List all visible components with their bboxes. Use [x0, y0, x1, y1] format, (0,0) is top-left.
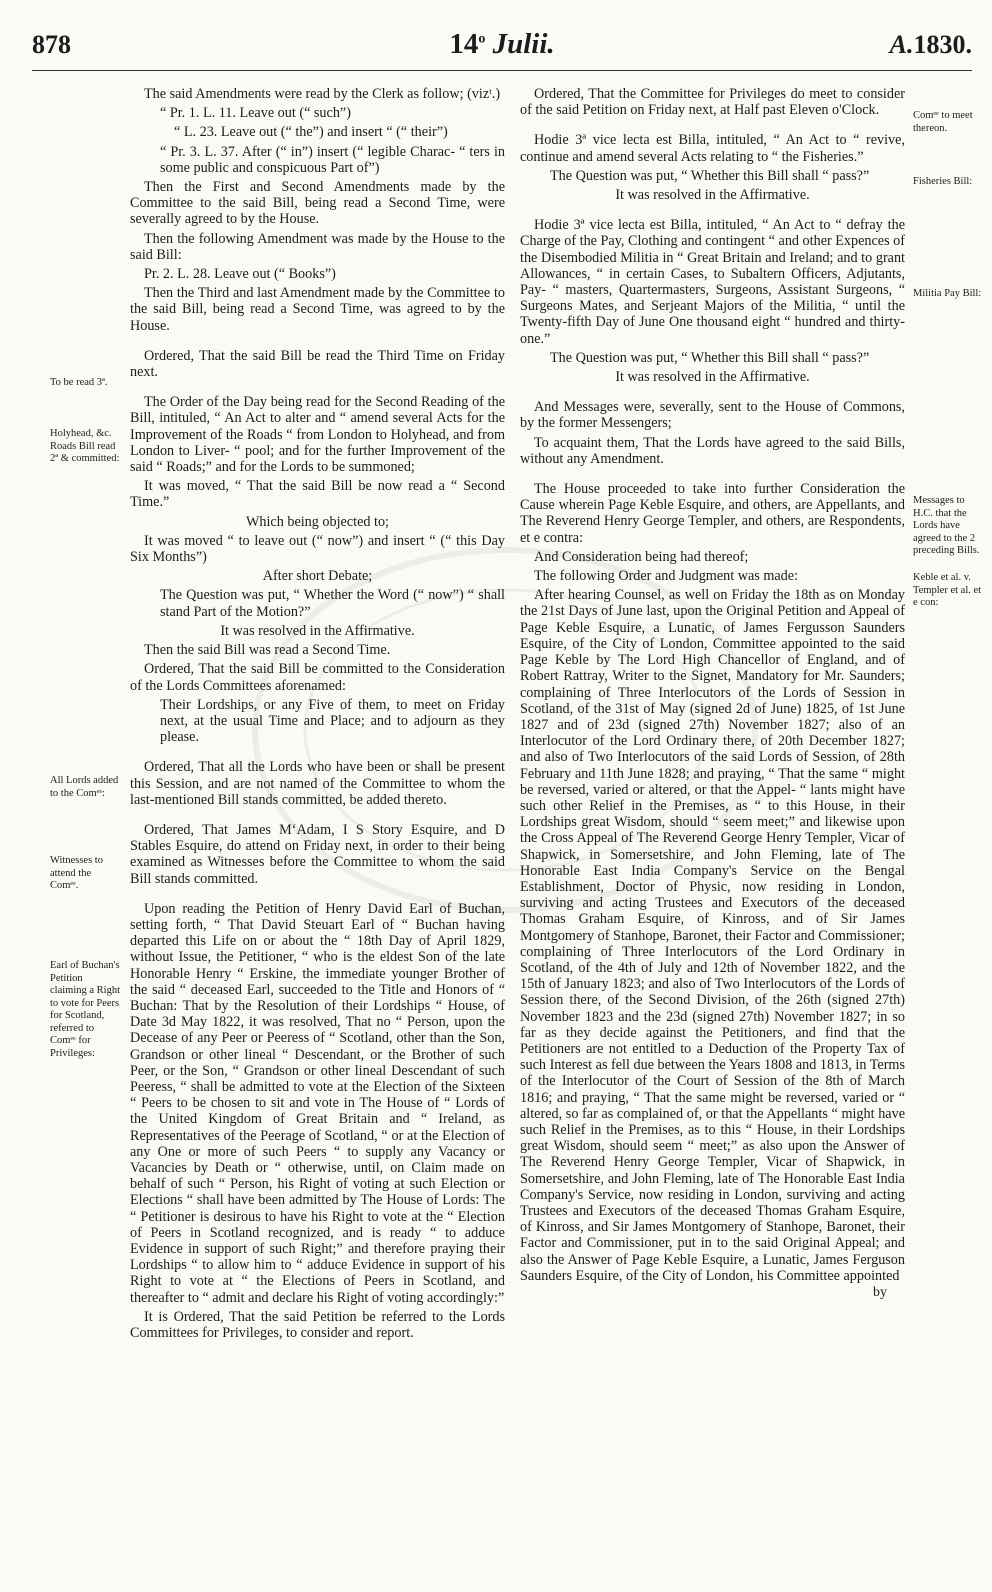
paragraph: It was moved, “ That the said Bill be now read a “ Second Time.” [130, 478, 505, 511]
margin-note: Fisheries Bill: [913, 176, 973, 187]
paragraph: The Order of the Day being read for the Second Reading of the Bill, intituled, “ An Act to alter and “ amend several Acts for the Improvement of the Roads “ from London to Holyhead, and from London to Liver- “ pool; and for the further Improvement of the said “ Roads;” and for the Lords to be summoned; [130, 394, 505, 476]
order-paragraph: Ordered, That James M‘Adam, I S Story Esquire, and D Stables Esquire, do attend on Friday next, in order to their being examined as Witnesses before the Committee to whom the said Bill stands committed. [130, 821, 505, 887]
paragraph: It was moved “ to leave out (“ now”) and insert “ (“ this Day Six Months”) [130, 532, 505, 566]
page-header [32, 20, 972, 60]
header-year-letter: A. [889, 30, 914, 59]
margin-note: All Lords added to the Comᵉᵉ: [50, 775, 119, 799]
amendment-line: “ L. 23. Leave out (“ the”) and insert “ (“ their”) [174, 124, 448, 141]
paragraph: And Consideration being had thereof; [534, 548, 749, 565]
paragraph: Then the following Amendment was made by the House to the said Bill: [130, 230, 505, 263]
header-rule [32, 70, 972, 71]
amendment-line: “ Pr. 1. L. 11. Leave out (“ such”) [160, 105, 351, 122]
amendment-line: Pr. 2. L. 28. Leave out (“ Books”) [144, 266, 336, 283]
order-paragraph: Ordered, That the said Bill be committed to the Consideration of the Lords Committees aforenamed: [130, 661, 505, 694]
judgment-paragraph: After hearing Counsel, as well on Friday the 18th as on Monday the 21st Days of June last, upon the Original Petition and Appeal of Page Keble Esquire, a Lunatic, of James Fergusson Saunders Esquire, of the City of London, Committee appointed to the said Page Keble by The Lord High Chancellor of England, and of Robert Rattray, Writer to the Signet, Mandatory for Mr. Saunders; complaining of Three Interlocutors of the Lords of Session in Scotland, of the 31st of May (signed 2d of June) 1825, of 1st June 1827 and of 23d (signed 27th) November 1827; also of an Interlocutor of the Lord Ordinary there, of 20th December 1827; and also of Two Interlocutors of the said Lords of Session, of 28th February and 11th June 1828; and praying, “ That the same “ might be reversed, varied or altered, or that the Appel- “ lants might have such other Relief in the Premises, as “ to this House, in their Lordships great Wisdom, should “ seem meet;” and likewise upon the Cross Appeal of The Reverend George Henry Templer, Vicar of Shapwick, in Somersetshire, and John Fleming, late of The Honorable East India Company's Service on the Bengal Establishment, Doctor of Physic, now residing in London, surviving and acting Trustees and Executors of the deceased Thomas Graham Esquire, of Kinross, and of Sir James Montgomery of Stanhope, Baronet, their Factor and Commissioner; complaining of Three Interlocutors of the Lord Ordinary in Scotland, of the 4th of July and 12th of November 1822, and the 15th of January 1823; and also of Two Interlocutors of the Lords of Session there, of the Second Division, of the 26th (signed 27th) November 1823 and the 23d (signed 27th) November 1827; in so far as they decide against the Petitioners, and find that the Petitioners are not entitled to a Deduction of the Property Tax of such Interest as fell due between the Years 1808 and 1813, in Terms of the Interlocutor of the Court of Session of the 8th of March 1816; and praying, “ That the same might be reversed, varied or “ altered, so far as complained of, or that the Appellants “ might have such Relief in the Premises, as to this “ House, in their Lordships great Wisdom, should seem “ meet;” as also upon the Answer of The Reverend Henry George Templer, Vicar of Shapwick, in Somersetshire, and John Fleming, late of The Honorable East India Company's Service, now residing in London, surviving and acting Trustees and Executors of the deceased Thomas Graham Esquire, of Kinross, and Sir James Montgomery of Stanhope, Baronet, their Factor and Commissioner, put in to the said Original Appeal; and also the Answer of Page Keble Esquire, a Lunatic, James Ferguson Saunders Esquire, of the City of London, his Committee appointed [520, 587, 905, 1284]
paragraph: Then the Third and last Amendment made by the Committee to the said Bill, being read a Second Time, was agreed to by the House. [130, 285, 505, 334]
header-month: Julii. [492, 28, 555, 60]
header-date [32, 28, 972, 61]
margin-note: Holyhead, &c. Roads Bill read 2ª & committed: [50, 428, 120, 464]
bill-paragraph: Hodie 3ª vice lecta est Billa, intituled, “ An Act to “ defray the Charge of the Pay, Clothing and contingent “ and other Expences of the Disembodied Militia in “ Great Britain and Ireland; and to grant Allowances, “ in certain Cases, to Subaltern Officers, Adjutants, Pay- “ masters, Quartermasters, Surgeons, Assistant Surgeons, “ Surgeons Mates, and Serjeant Majors of the Militia, “ until the Twenty-fifth Day of June One thousand eight “ hundred and thirty-one.” [520, 217, 905, 347]
paragraph: And Messages were, severally, sent to the House of Commons, by the former Messengers; [520, 399, 905, 432]
order-paragraph: It is Ordered, That the said Petition be referred to the Lords Committees for Privileges, to consider and report. [130, 1308, 505, 1342]
margin-note: Comᵉᵉ to meet thereon. [913, 110, 973, 134]
paragraph: The House proceeded to take into further Consideration the Cause wherein Page Keble Esquire, and others, are Appellants, and The Reverend Henry George Templer, and others, are Respondents, et e contra: [520, 481, 905, 546]
paragraph: To acquaint them, That the Lords have agreed to the said Bills, without any Amendment. [520, 434, 905, 467]
paragraph: Then the said Bill was read a Second Time. [144, 642, 391, 659]
resolution-line: It was resolved in the Affirmative. [615, 369, 810, 386]
paragraph: Then the First and Second Amendments made by the Committee to the said Bill, being read a Second Time, were severally agreed to by the House. [130, 179, 505, 228]
header-year-number: 1830. [913, 30, 972, 59]
catchword: by [873, 1285, 887, 1301]
paragraph: Their Lordships, or any Five of them, to meet on Friday next, at the usual Time and Place; and to adjourn as they please. [160, 696, 505, 746]
margin-note: Keble et al. v. Templer et al. et e con: [913, 572, 982, 608]
margin-note: Militia Pay Bill: [913, 288, 982, 299]
bill-paragraph: Hodie 3ª vice lecta est Billa, intituled, “ An Act to “ revive, continue and amend several Acts relating to “ the Fisheries.” [520, 132, 905, 165]
margin-note: Earl of Buchan's Petition claiming a Right to vote for Peers for Scotland, referred to Comᵉᵉ for Privileges: [50, 960, 120, 1059]
paragraph: The following Order and Judgment was made: [534, 568, 798, 585]
paragraph: The said Amendments were read by the Clerk as follow; (vizᵗ.) [144, 86, 501, 102]
question-line: The Question was put, “ Whether the Word (“ now”) “ shall stand Part of the Motion?” [160, 587, 505, 620]
question-line: The Question was put, “ Whether this Bill shall “ pass?” [550, 349, 870, 366]
header-day: 14 [449, 28, 479, 60]
left-column [130, 86, 505, 1344]
margin-note: Messages to H.C. that the Lords have agreed to the 2 preceding Bills. [913, 495, 980, 556]
resolution-line: It was resolved in the Affirmative. [220, 622, 415, 639]
page-number: 878 [32, 30, 71, 59]
margin-note: Witnesses to attend the Comᵉᵉ. [50, 855, 103, 891]
order-paragraph: Ordered, That the Committee for Privileges do meet to consider of the said Petition on Friday next, at Half past Eleven o'Clock. [520, 86, 905, 119]
header-year [890, 30, 972, 60]
right-column [520, 86, 905, 1301]
resolution-line: It was resolved in the Affirmative. [615, 187, 810, 204]
procedure-line: Which being objected to; [245, 513, 389, 530]
order-paragraph: Ordered, That the said Bill be read the Third Time on Friday next. [130, 347, 505, 381]
margin-note: To be read 3ª. [50, 377, 108, 388]
petition-paragraph: Upon reading the Petition of Henry David Earl of Buchan, setting forth, “ That David Steuart Earl of “ Buchan having departed this Life on or about the “ 18th Day of April 1829, without Issue, the Petitioner, “ who is the eldest Son of the late Honorable Henry “ Erskine, the immediate younger Brother of the said “ deceased Earl, succeeded to the Title and Honors of “ Buchan: That by the Resolution of their Lordships “ House, of Date 3d May 1822, it was resolved, That no “ Person, upon the Decease of any Peer or Peeress of “ Scotland, other than the Son, Grandson or other lineal “ Descendant, or the Brother of such Peer, or the Son, “ Grandson or other lineal Descendant of such Peeress, “ shall be admitted to vote at the Election of the Sixteen “ Peers to be chosen to sit and vote in The House of “ Lords of the United Kingdom of Great Britain and “ Ireland, as Representatives of the Peerage of Scotland, “ or at the Election of any One or more of such Peers “ to supply any Vacancy or Vacancies by Death or “ otherwise, until, on Claim made on behalf of such “ Person, his Right of voting at such Election or Elections “ shall have been admitted by The House of Lords: The “ Petitioner is desirous to have his Right to vote at the “ Election of Peers in Scotland recognized, and is ready “ to adduce Evidence in support of such Right;” and therefore praying their Lordships “ to allow him to “ adduce Evidence in support of his Right to vote at “ the Elections of Peers in Scotland, and thereafter to “ admit and declare his Right of voting accordingly:” [130, 900, 505, 1306]
question-line: The Question was put, “ Whether this Bill shall “ pass?” [550, 167, 870, 184]
procedure-line: After short Debate; [262, 568, 373, 585]
amendment-line: “ Pr. 3. L. 37. After (“ in”) insert (“ legible Charac- “ ters in some public and conspicuous Part of”) [160, 143, 505, 176]
header-day-suffix: o [478, 31, 486, 47]
order-paragraph: Ordered, That all the Lords who have been or shall be present this Session, and are not named of the Committee to whom the last-mentioned Bill stands committed, be added thereto. [130, 759, 505, 808]
